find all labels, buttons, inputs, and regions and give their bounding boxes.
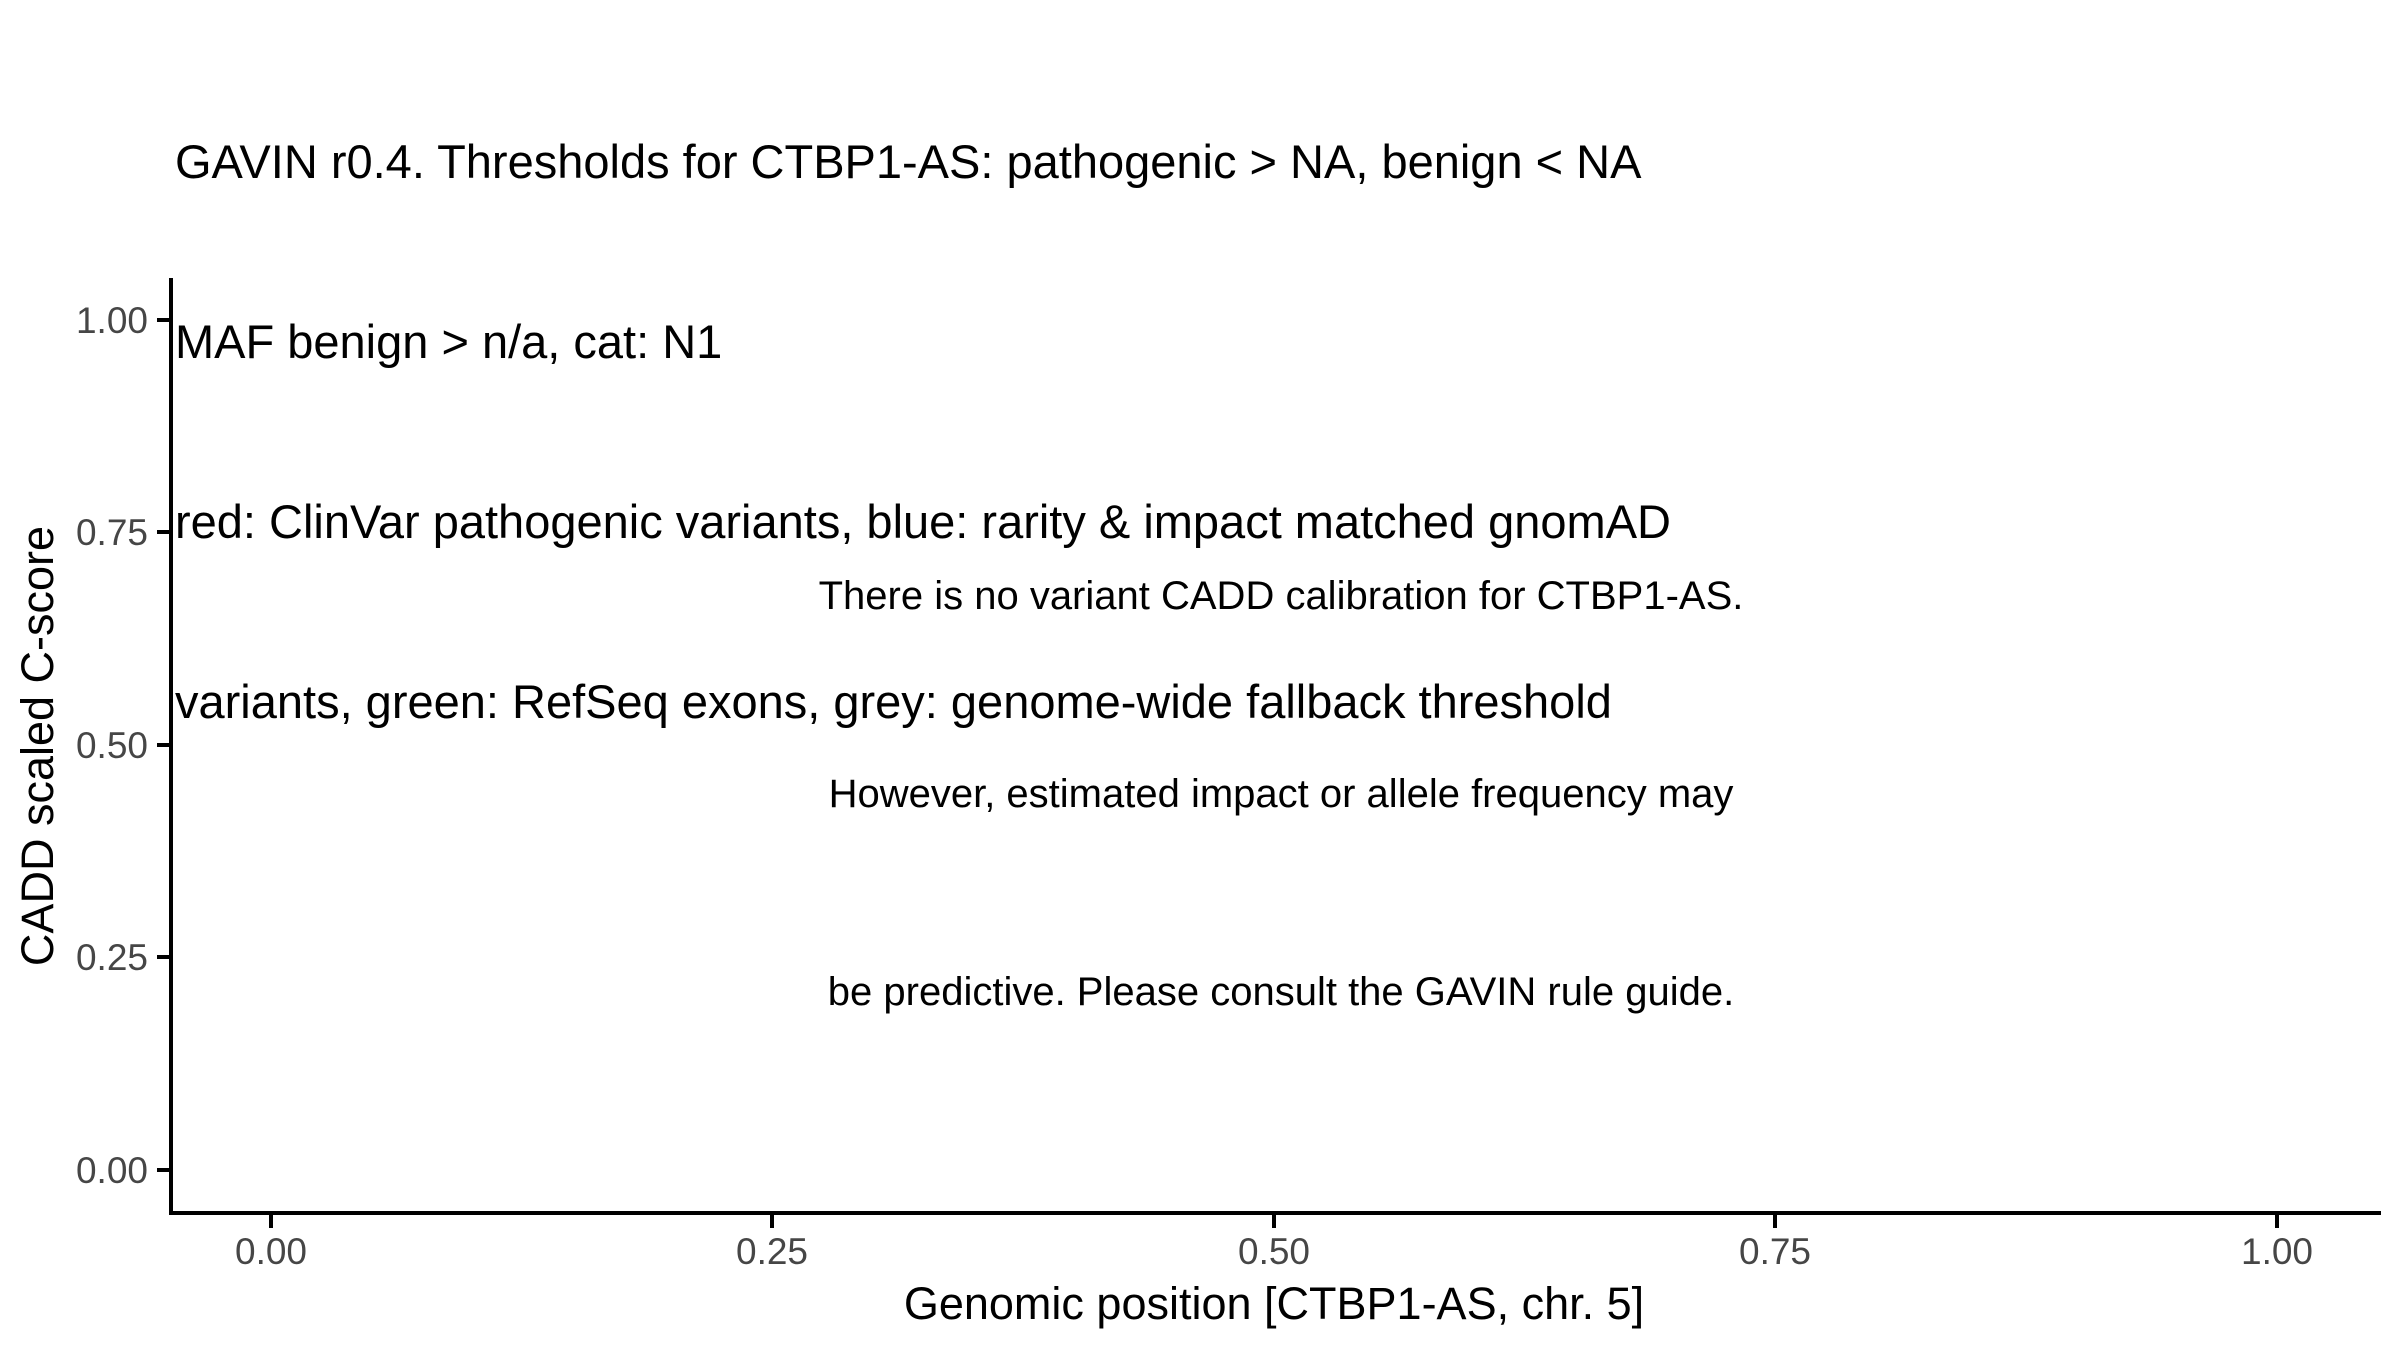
y-tick-mark-0.25 xyxy=(157,955,169,959)
chart-title-line-2: MAF benign > n/a, cat: N1 xyxy=(175,315,723,368)
chart-title-line-3: red: ClinVar pathogenic variants, blue: rarity & impact matched gnomAD xyxy=(175,495,1671,548)
y-tick-mark-1.00 xyxy=(157,318,169,322)
y-tick-label-0.00: 0.00 xyxy=(75,1150,148,1191)
x-tick-mark-1.00 xyxy=(2275,1215,2279,1228)
x-axis-label: Genomic position [CTBP1-AS, chr. 5] xyxy=(903,1278,1645,1329)
x-tick-mark-0.75 xyxy=(1773,1215,1777,1228)
y-tick-mark-0.50 xyxy=(157,743,169,747)
x-tick-label-0.75: 0.75 xyxy=(1738,1231,1812,1272)
no-calibration-annotation xyxy=(819,431,1744,1157)
y-tick-label-0.50: 0.50 xyxy=(75,725,148,766)
chart-title-line-1: GAVIN r0.4. Thresholds for CTBP1-AS: pathogenic > NA, benign < NA xyxy=(175,135,1642,188)
x-tick-label-1.00: 1.00 xyxy=(2240,1231,2314,1272)
y-tick-label-0.25: 0.25 xyxy=(75,937,148,978)
y-tick-label-0.75: 0.75 xyxy=(75,512,148,553)
x-tick-mark-0.00 xyxy=(269,1215,273,1228)
x-tick-mark-0.25 xyxy=(770,1215,774,1228)
annotation-line-1: There is no variant CADD calibration for CTBP1-AS. xyxy=(818,574,1744,618)
y-tick-label-1.00: 1.00 xyxy=(75,300,148,341)
x-tick-label-0.50: 0.50 xyxy=(1237,1231,1311,1272)
x-tick-label-0.25: 0.25 xyxy=(735,1231,809,1272)
y-tick-mark-0.75 xyxy=(157,530,169,534)
chart-title-line-4: variants, green: RefSeq exons, grey: genome-wide fallback threshold xyxy=(175,675,1612,728)
annotation-line-3: be predictive. Please consult the GAVIN rule guide. xyxy=(827,970,1735,1014)
y-tick-mark-0.00 xyxy=(157,1168,169,1172)
y-axis-line xyxy=(169,278,173,1215)
x-tick-mark-0.50 xyxy=(1272,1215,1276,1228)
x-tick-label-0.00: 0.00 xyxy=(234,1231,308,1272)
y-axis-label: CADD scaled C-score xyxy=(12,525,63,967)
annotation-line-2: However, estimated impact or allele frequency may xyxy=(828,772,1734,816)
